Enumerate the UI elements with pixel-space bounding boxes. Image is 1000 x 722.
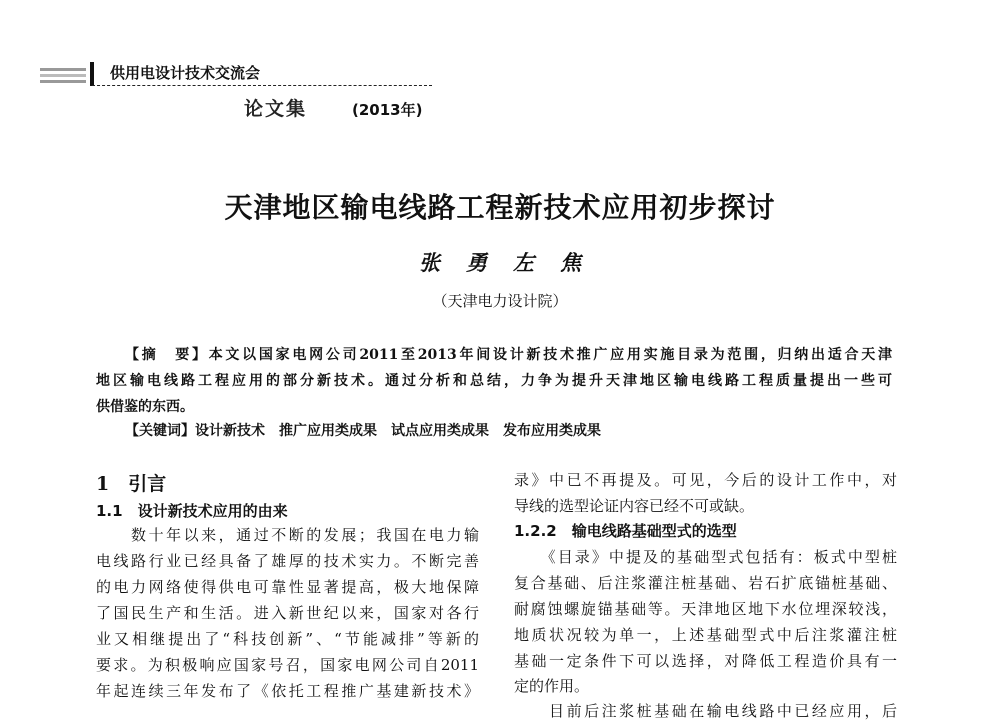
abstract-line: 【摘 要】本文以国家电网公司2011至2013年间设计新技术推广应用实施目录为范围，归纳出适合天津 <box>125 347 892 363</box>
body-line: 《目录》中提及的基础型式包括有：板式中型桩 <box>514 548 897 566</box>
keywords-line: 【关键词】设计新技术 推广应用类成果 试点应用类成果 发布应用类成果 <box>125 423 601 439</box>
body-line: 录》中已不再提及。可见，今后的设计工作中，对 <box>514 471 897 489</box>
body-line: 业又相继提出了“科技创新”、“节能减排”等新的 <box>96 630 479 648</box>
body-line: 导线的选型论证内容已经不可或缺。 <box>514 497 755 515</box>
body-line: 目前后注浆桩基础在输电线路中已经应用，后 <box>514 702 897 720</box>
section-heading-introduction: 1 引言 <box>96 473 167 495</box>
body-line: 的电力网络使得供电可靠性显著提高，极大地保障 <box>96 578 479 596</box>
abstract-line: 地区输电线路工程应用的部分新技术。通过分析和总结，力争为提升天津地区输电线路工程质量提出一些可 <box>96 373 892 389</box>
proceedings-year: (2013年) <box>352 101 423 119</box>
proceedings-seal: 论文集 <box>244 98 308 120</box>
body-line: 年起连续三年发布了《依托工程推广基建新技术》 <box>96 682 479 700</box>
subsection-heading-foundation: 1.2.2 输电线路基础型式的选型 <box>514 522 737 540</box>
paper-authors: 张勇左焦 <box>419 250 607 275</box>
subsection-heading-origin: 1.1 设计新技术应用的由来 <box>96 502 288 520</box>
header-rule <box>92 85 432 86</box>
body-line: 电线路行业已经具备了雄厚的技术实力。不断完善 <box>96 552 479 570</box>
header-stamp-graphic <box>40 66 86 84</box>
paper-affiliation: （天津电力设计院） <box>432 292 568 310</box>
body-line: 要求。为积极响应国家号召，国家电网公司自2011 <box>96 656 479 674</box>
body-line: 耐腐蚀螺旋锚基础等。天津地区地下水位埋深较浅， <box>514 600 897 618</box>
header-bar <box>90 62 94 86</box>
body-line: 定的作用。 <box>514 677 590 695</box>
conference-name: 供用电设计技术交流会 <box>110 64 261 82</box>
body-line: 数十年以来，通过不断的发展；我国在电力输 <box>96 526 479 544</box>
body-line: 了国民生产和生活。进入新世纪以来，国家对各行 <box>96 604 479 622</box>
body-line: 基础一定条件下可以选择，对降低工程造价具有一 <box>514 652 897 670</box>
abstract-line: 供借鉴的东西。 <box>96 399 194 415</box>
body-line: 地质状况较为单一，上述基础型式中后注浆灌注桩 <box>514 626 897 644</box>
paper-title: 天津地区输电线路工程新技术应用初步探讨 <box>224 191 776 224</box>
body-line: 复合基础、后注浆灌注桩基础、岩石扩底锚桩基础、 <box>514 574 897 592</box>
